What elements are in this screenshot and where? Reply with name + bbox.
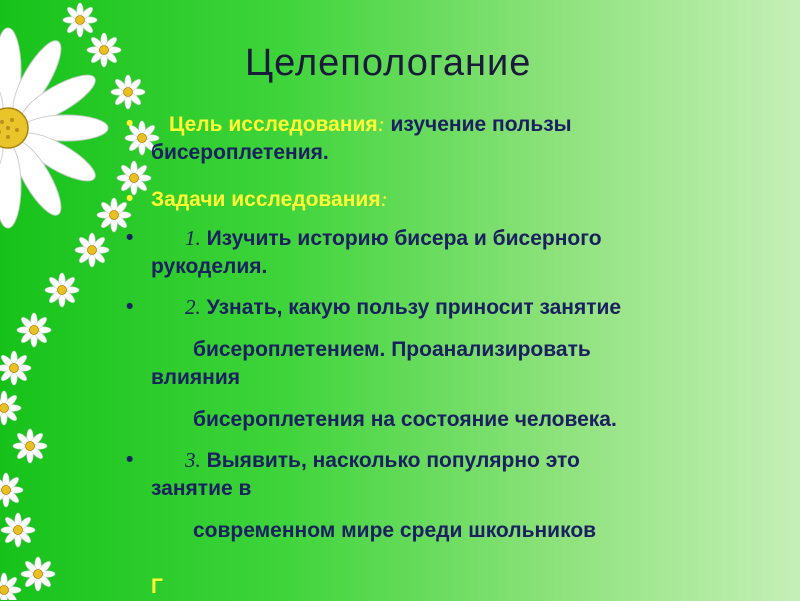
task-line: современном мире среди школьников	[193, 519, 597, 542]
tasks-label: Задачи исследования	[151, 188, 381, 211]
goal-colon: :	[377, 112, 385, 136]
goal-label: Цель исследования	[169, 113, 378, 136]
task-line: Изучить историю бисера и бисерного	[200, 227, 602, 250]
task-number: 1.	[185, 226, 201, 250]
task-number: 3.	[185, 448, 201, 472]
bottom-fragment	[118, 573, 778, 601]
task-line: занятие в	[151, 477, 252, 500]
bullet-icon: •	[126, 448, 134, 471]
task-line: Выявить, насколько популярно это	[200, 449, 580, 472]
task-line: бисероплетения на состояние человека.	[193, 408, 617, 431]
slide-content	[118, 110, 778, 601]
bottom-fragment-text: Г	[151, 575, 163, 598]
bullet-icon: •	[126, 112, 134, 135]
goal-text-line2: бисероплетения.	[151, 141, 329, 164]
slide-title: Целепологание	[245, 42, 532, 84]
task-item-2	[118, 293, 778, 434]
task-line: бисероплетением. Проанализировать	[193, 338, 591, 361]
task-number: 2.	[185, 295, 201, 319]
goal-item	[118, 110, 778, 167]
bullet-icon: •	[126, 226, 134, 249]
task-line: влияния	[151, 366, 240, 389]
task-item-1	[118, 224, 778, 281]
tasks-heading	[118, 185, 778, 214]
goal-text-line1: изучение пользы	[384, 113, 572, 136]
task-item-3	[118, 446, 778, 545]
task-line: рукоделия.	[151, 255, 268, 278]
bullet-icon: •	[126, 295, 134, 318]
tasks-colon: :	[380, 187, 388, 211]
task-line: Узнать, какую пользу приносит занятие	[200, 296, 622, 319]
bullet-icon: •	[126, 187, 134, 210]
